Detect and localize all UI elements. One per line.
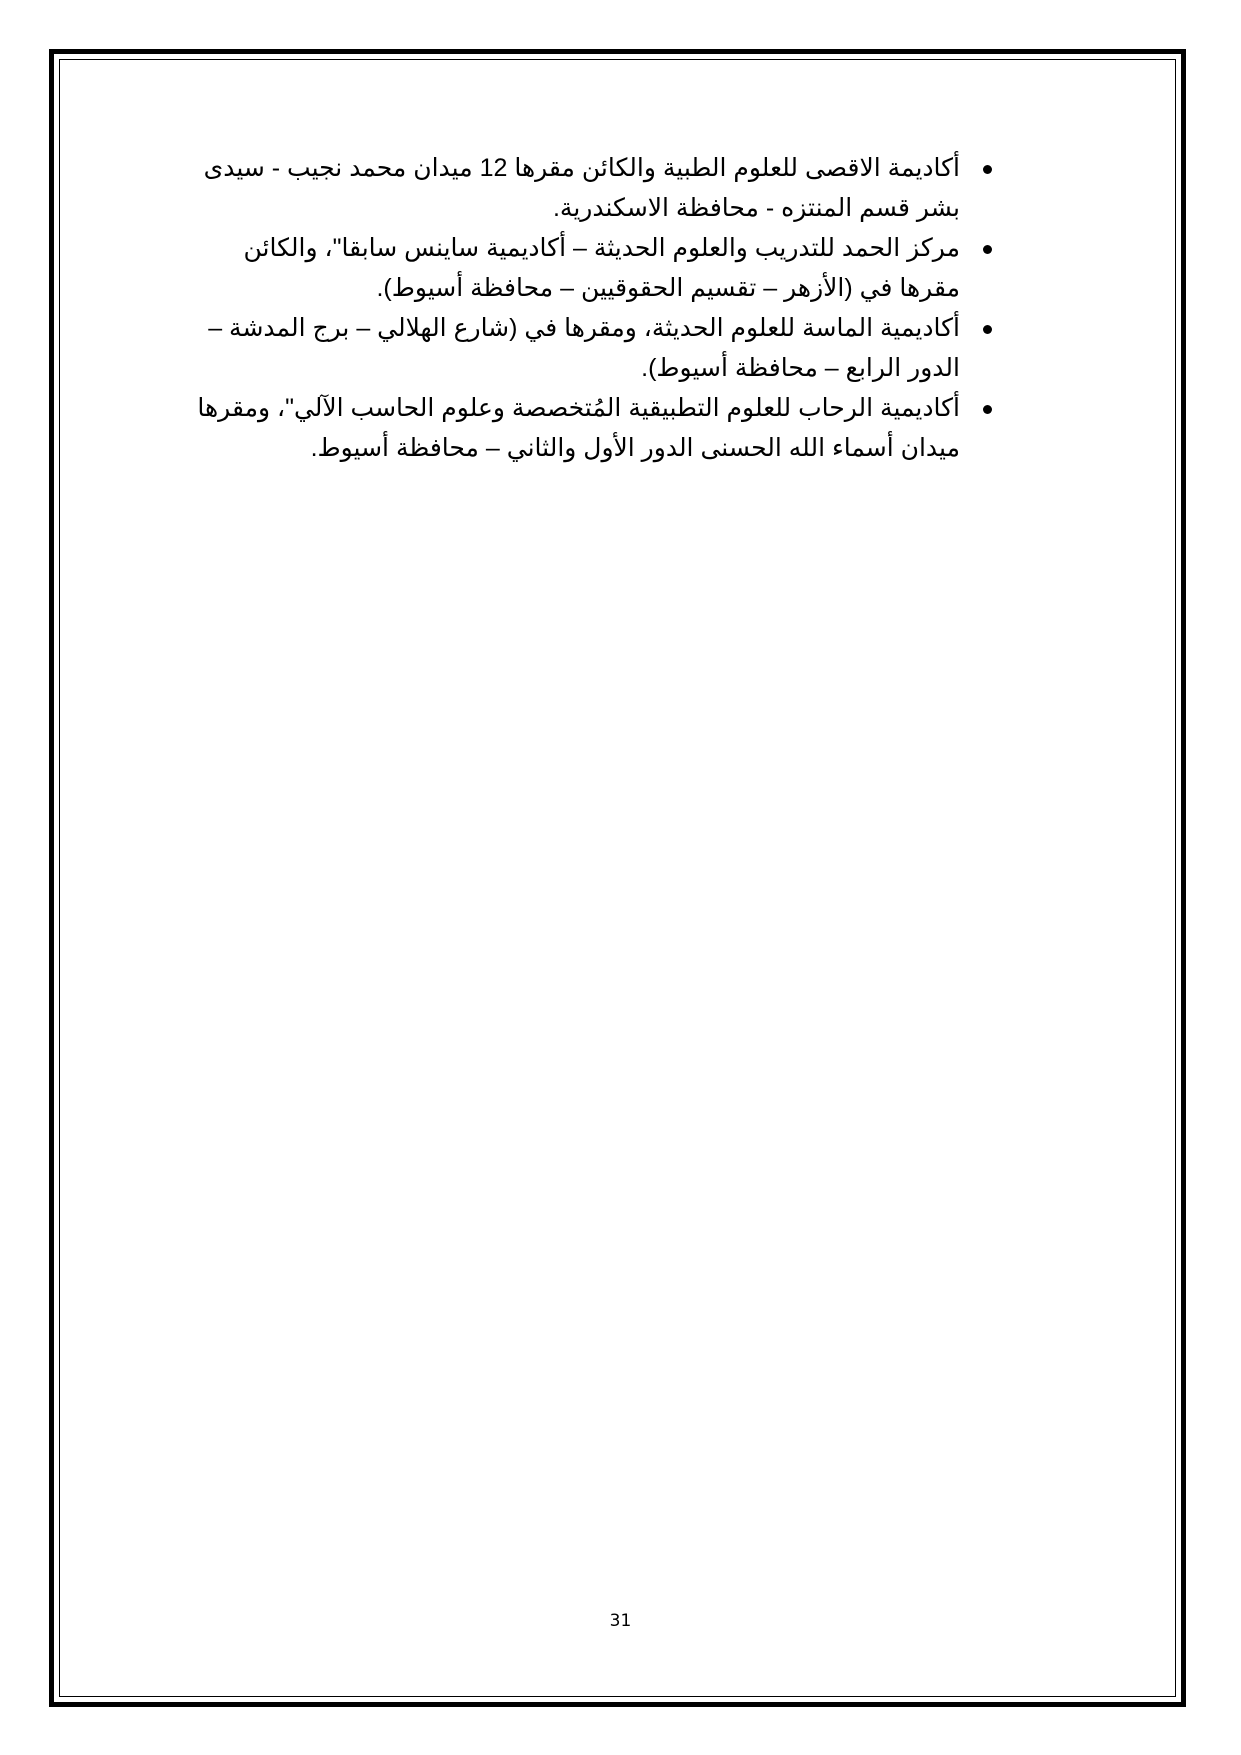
list-item [190, 308, 996, 388]
list-item-text: مركز الحمد للتدريب والعلوم الحديثة – أكاديمية ساينس سابقا"، والكائن مقرها في (الأزهر – تقسيم الحقوقيين – محافظة أسيوط). [243, 234, 960, 302]
list-item-text: أكاديمة الاقصى للعلوم الطبية والكائن مقرها 12 ميدان محمد نجيب - سيدى بشر قسم المنتزه - محافظة الاسكندرية. [203, 154, 960, 222]
list-item [190, 148, 996, 228]
bullet-icon [983, 405, 992, 414]
list-item-text: أكاديمية الرحاب للعلوم التطبيقية المُتخصصة وعلوم الحاسب الآلي"، ومقرها ميدان أسماء الله الحسنى الدور الأول والثاني – محافظة أسيوط. [197, 394, 960, 462]
page-number: 31 [609, 1611, 632, 1631]
list-item [190, 228, 996, 308]
bullet-icon [983, 165, 992, 174]
academy-list [190, 148, 996, 468]
list-item [190, 388, 996, 468]
bullet-icon [983, 245, 992, 254]
bullet-icon [983, 325, 992, 334]
list-item-text: أكاديمية الماسة للعلوم الحديثة، ومقرها في (شارع الهلالي – برج المدشة – الدور الرابع – محافظة أسيوط). [208, 314, 960, 382]
document-body [190, 148, 996, 468]
